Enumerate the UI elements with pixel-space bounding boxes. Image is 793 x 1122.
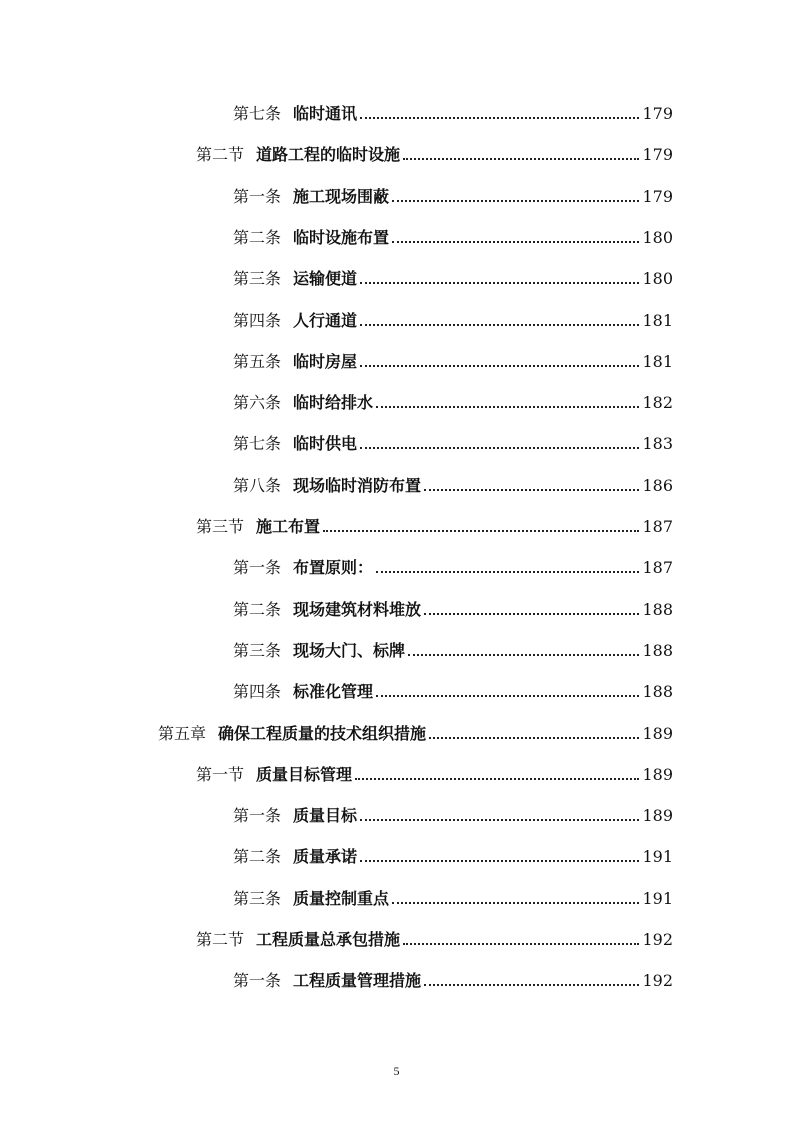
toc-entry-title: 人行通道	[293, 310, 358, 330]
toc-entry-title: 临时给排水	[293, 393, 374, 413]
toc-entry-title: 标准化管理	[293, 682, 374, 702]
toc-entry-number: 第一条	[233, 971, 282, 991]
toc-entry-page: 181	[642, 310, 673, 330]
toc-dot-leader	[376, 694, 639, 697]
toc-entry[interactable]	[233, 173, 673, 207]
toc-entry[interactable]	[196, 751, 673, 785]
toc-entry-page: 188	[642, 599, 673, 619]
toc-dot-leader	[376, 405, 639, 408]
toc-dot-leader	[360, 323, 639, 326]
toc-entry-title: 现场临时消防布置	[293, 475, 422, 495]
toc-entry-number: 第一条	[233, 558, 282, 578]
toc-entry[interactable]	[233, 338, 673, 372]
toc-entry[interactable]	[233, 297, 673, 331]
toc-entry-title: 临时房屋	[293, 351, 358, 371]
toc-entry[interactable]	[233, 255, 673, 289]
toc-entry[interactable]	[158, 710, 673, 744]
toc-entry-page: 179	[642, 104, 673, 123]
toc-dot-leader	[360, 446, 639, 449]
toc-entry-title: 确保工程质量的技术组织措施	[218, 723, 427, 743]
toc-entry-number: 第一节	[196, 764, 245, 784]
toc-entry-number: 第五章	[158, 723, 207, 743]
toc-dot-leader	[403, 942, 639, 945]
toc-entry-title: 质量控制重点	[293, 888, 390, 908]
toc-entry-page: 183	[642, 434, 673, 454]
toc-entry-page: 192	[642, 930, 673, 949]
toc-entry-page: 191	[642, 847, 673, 867]
toc-dot-leader	[360, 116, 639, 119]
toc-entry-title: 现场大门、标牌	[293, 640, 406, 660]
toc-entry[interactable]	[233, 544, 673, 578]
toc-entry-title: 现场建筑材料堆放	[293, 599, 422, 619]
toc-entry[interactable]	[233, 90, 673, 124]
toc-dot-leader	[323, 529, 639, 532]
toc-entry-page: 189	[642, 723, 673, 743]
toc-entry-number: 第四条	[233, 310, 282, 330]
toc-entry-page: 187	[642, 558, 673, 578]
toc-dot-leader	[376, 570, 639, 573]
toc-entry-page: 192	[642, 971, 673, 991]
toc-entry-title: 临时供电	[293, 434, 358, 454]
toc-entry-title: 工程质量管理措施	[293, 971, 422, 991]
toc-entry[interactable]	[233, 379, 673, 413]
toc-entry-number: 第五条	[233, 351, 282, 371]
toc-entry-page: 181	[642, 351, 673, 371]
toc-entry-page: 180	[642, 227, 673, 247]
toc-entry-page: 188	[642, 640, 673, 660]
toc-entry-number: 第三节	[196, 517, 245, 536]
toc-entry-page: 179	[642, 145, 673, 165]
toc-entry-page: 189	[642, 764, 673, 784]
toc-entry-page: 180	[642, 269, 673, 289]
toc-entry[interactable]	[233, 792, 673, 826]
toc-entry-page: 187	[642, 517, 673, 536]
toc-entry-number: 第二节	[196, 145, 245, 165]
toc-entry-number: 第二条	[233, 227, 282, 247]
toc-dot-leader	[403, 157, 639, 160]
toc-entry[interactable]	[233, 420, 673, 454]
toc-entry-page: 182	[642, 393, 673, 413]
toc-entry-number: 第一条	[233, 186, 282, 206]
toc-entry-number: 第七条	[233, 104, 282, 123]
toc-entry[interactable]	[233, 957, 673, 991]
toc-dot-leader	[392, 240, 639, 243]
toc-entry-title: 临时设施布置	[293, 227, 390, 247]
toc-entry[interactable]	[233, 586, 673, 620]
toc-entry[interactable]	[233, 214, 673, 248]
toc-entry-number: 第二节	[196, 930, 245, 949]
toc-dot-leader	[355, 777, 639, 780]
toc-entry-number: 第八条	[233, 475, 282, 495]
toc-dot-leader	[360, 364, 639, 367]
toc-entry[interactable]	[233, 875, 673, 909]
toc-entry[interactable]	[196, 131, 673, 165]
toc-dot-leader	[360, 818, 639, 821]
toc-entry-title: 施工现场围蔽	[293, 186, 390, 206]
toc-entry-title: 布置原则：	[293, 558, 374, 578]
toc-dot-leader	[392, 199, 639, 202]
toc-entry-title: 质量目标	[293, 806, 358, 826]
page-number: 5	[393, 1064, 400, 1078]
toc-entry[interactable]	[233, 462, 673, 496]
toc-dot-leader	[424, 488, 639, 491]
toc-entry[interactable]	[233, 668, 673, 702]
toc-entry[interactable]	[196, 916, 673, 950]
toc-entry-title: 临时通讯	[293, 104, 358, 123]
toc-entry[interactable]	[233, 627, 673, 661]
toc-entry-page: 191	[642, 888, 673, 908]
toc-entry-number: 第六条	[233, 393, 282, 413]
toc-entry[interactable]	[196, 503, 673, 537]
toc-entry[interactable]	[233, 833, 673, 867]
toc-entry-title: 工程质量总承包措施	[256, 930, 401, 949]
toc-entry-page: 179	[642, 186, 673, 206]
toc-dot-leader	[360, 859, 639, 862]
toc-entry-number: 第二条	[233, 599, 282, 619]
toc-dot-leader	[360, 281, 639, 284]
toc-dot-leader	[424, 983, 639, 986]
toc-dot-leader	[424, 612, 639, 615]
toc-entry-number: 第三条	[233, 640, 282, 660]
toc-entry-number: 第三条	[233, 888, 282, 908]
toc-entry-number: 第七条	[233, 434, 282, 454]
toc-entry-title: 道路工程的临时设施	[256, 145, 401, 165]
toc-entry-number: 第一条	[233, 806, 282, 826]
toc-entry-title: 质量目标管理	[256, 764, 353, 784]
toc-entry-title: 施工布置	[256, 517, 321, 536]
toc-dot-leader	[429, 736, 639, 739]
toc-entry-page: 186	[642, 475, 673, 495]
toc-entry-title: 运输便道	[293, 269, 358, 289]
toc-entry-number: 第二条	[233, 847, 282, 867]
toc-entry-title: 质量承诺	[293, 847, 358, 867]
toc-entry-page: 188	[642, 682, 673, 702]
toc-entry-page: 189	[642, 806, 673, 826]
toc-entry-number: 第四条	[233, 682, 282, 702]
toc-dot-leader	[408, 653, 639, 656]
toc-entry-number: 第三条	[233, 269, 282, 289]
toc-dot-leader	[392, 901, 639, 904]
